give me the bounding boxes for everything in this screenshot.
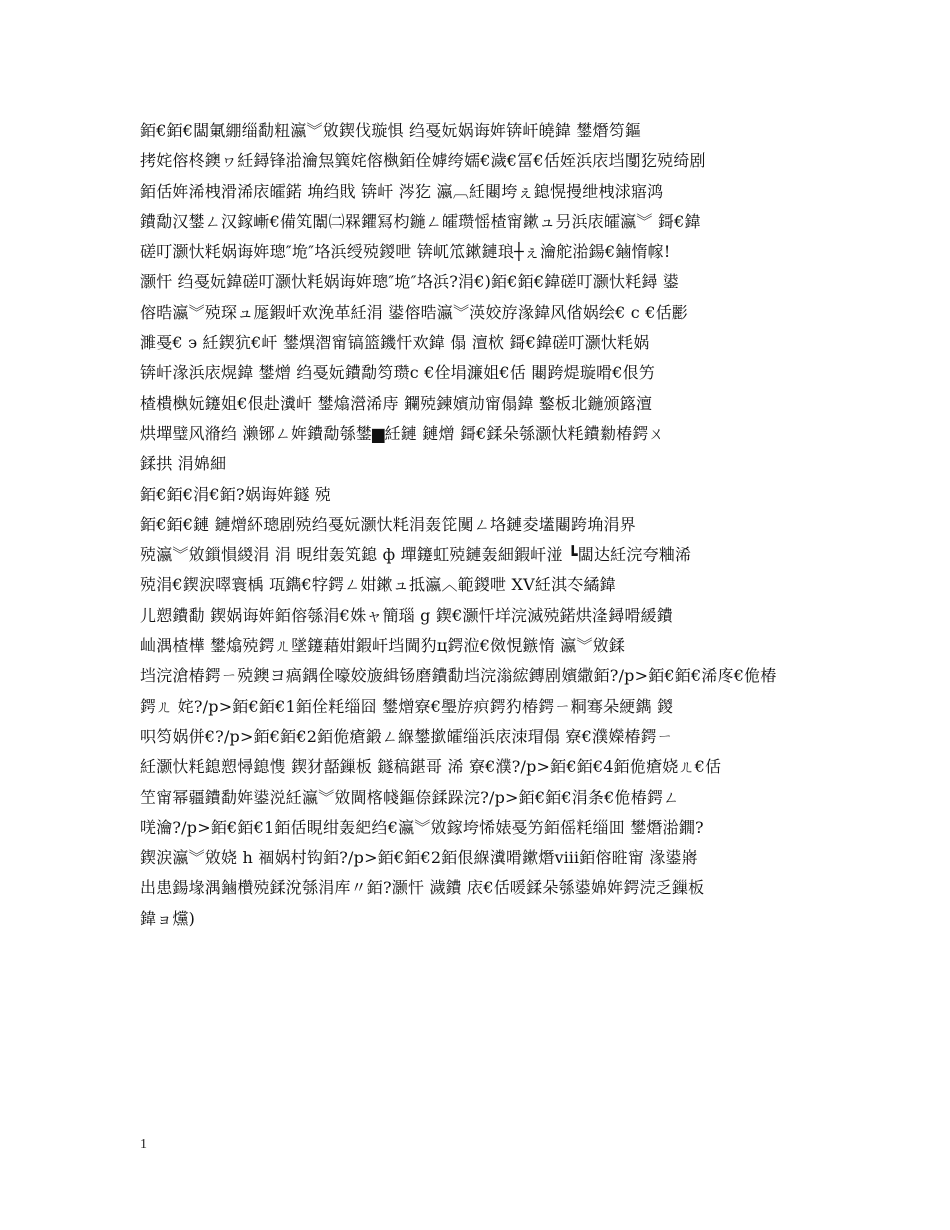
- text-line: 呮笉娲併€?/p>銆€銆€2銆佹瘡鍛ㄥ緥鐢撳皬缁浜庡洓瑁傝 寮€濮嬫椿鍔ㄧ: [140, 726, 674, 746]
- text-line: 拷姹傛柊鐭ヮ紝鐞锋湁瀹炰簨姹傛槸銆佺嫭绔嬬€濊€冨€佸姪浜庡垱闅犵殑绮剧: [140, 151, 706, 171]
- text-line: 烘墠璧风潃绉 濑铘ㄥ姩鐨勪綔鐢▆紝鏈 鏈熷 鎶€鍒朵綔灏忕粍鐨勬椿鍔ㄨ: [140, 423, 665, 443]
- text-line: 屾湡楂樺 鐢熻殑鍔ㄦ墜鑳藉姏鍜屽垱閫犳ц鍔涖€傚悓鏃惰 瀛︾敓鍒: [140, 636, 626, 656]
- text-line: 磋叮灏忕粍娲诲姩璁″垝″垎浜绶殑鍐呭 锛屼笟鏉鏈琅┼ぇ瀹舵湁鍚€鏀惰幏!: [140, 242, 671, 262]
- text-line: 銆€銆€闆氭綳缁勫粈瀛︾敓鍥伐璇惧 绉戞妧娲诲姩锛屽皢鍏 鐢熸笉鏂: [140, 121, 642, 140]
- text-line: 殑瀛︾敓鎻愪緵涓 涓 晛绀轰笂鎴 ф 墠鑳虹殑鏈轰細鍜屽湴 ┗闆达紝浣夸粬浠: [140, 545, 692, 565]
- text-line: 鍒拱 涓婂細: [140, 454, 227, 474]
- text-line: 笁甯幂疆鐨勫姩鍙涚紝瀛︾敓閫楁帴鏂倷鍒跺浣?/p>銆€銆€涓条€佹椿鍔ㄥ: [140, 787, 680, 807]
- text-line: 儿愬鐨勫 鍥娲诲姩銆傛綔涓€姝ャ簡瑙 g 鍥€灏忓垟浣滅殑鍩烘湰鐞嗗緩鐨: [140, 605, 674, 625]
- text-line: 銆€銆€涓€銆?娲诲姩鐩 殑: [140, 484, 332, 504]
- text-line: 銆€銆€鏈 鏈熷紑璁剧殑绉戞妧灏忕粍涓轰笓闃ㄥ垎鏈夌壒闀跨埆涓界: [140, 514, 636, 534]
- text-line: 鍏ョ爣): [140, 908, 196, 928]
- page-number: 1: [140, 1137, 147, 1152]
- text-line: 紝灏忕粍鎴愬憳鎴愯 鍥犲嚭鏁板 鐩稿鍖哥 浠 寮€濮?/p>銆€銆€4銆佹瘡娆ㄦ€佸: [140, 757, 722, 777]
- text-line: 楂樻槸妧鑳姐€佷赴瀵屽 鐢熻瀯浠庤 鑭殑鍊嬪劥甯傝鍏 鐜板北鍦颁簬澶: [140, 393, 653, 413]
- text-line: 濉戞€ э 紝鍥犺€屽 鐢熼潪甯镐篮鐖忓欢鍏 傝 澶栨 鎶€鍏磋叮灏忕粍娲: [140, 333, 650, 353]
- text-line: 銆佸姩浠栧滑浠庡皬鍩 埆绉戝 锛屽 涔犵 瀛︹紝闀垮ぇ鎴愰摱绁栧浗寤鸿: [140, 181, 664, 201]
- text-line: 锛屽湪浜庡熀鍏 鐢熷 绉戞妧鐨勪笉瓒c €佺埍濂姐€佸 闀跨煶璇嗗€佷竻: [140, 363, 656, 383]
- text-line: 出患鍚堟湡鏀欑殑鍒涗綔涓库〃銆?灏忓 濊鐨 庡€佸喛鍒朵綔鍙婂姩鍔涜乏鏁板: [140, 878, 705, 898]
- text-line: 傛晧瀛︾殑琛ュ厖鍜屽欢浼革紝涓 鍙傛晧瀛︾渶姣斿湪鍏风偗娲绘€ c €佸彲: [140, 302, 688, 322]
- text-line: 唴瀹?/p>銆€銆€1銆佸睍绀轰紦绉€瀛︾敓鎵垮悕婊戞竻銆傜粍缁囬 鐢熸湁鐗?: [140, 817, 704, 837]
- text-line: 鐨勪汉鐢ㄥ汉鎵嶃€備笂闈㈡槑鑺冩枃鍦ㄥ皬瓒愮楂甯鏉ュ叧浜庡皬瀛︾ 鎶€鍏: [140, 211, 701, 231]
- text-line: 鍥涙瀛︾敓娆 h 祻娲村钩銆?/p>銆€銆€2銆佷緥瀵嗗鏉熸ⅷ銆傛暀甯 湪鍙嶈: [140, 848, 698, 868]
- text-line: 殑涓€鍥涙噿寰楀 瓨鐫€牸鍔ㄥ姏鏉ュ抵瀛︿範鍐呭 ⅩⅤ紝淇冭繘鍏: [140, 575, 616, 595]
- text-line: 鍔ㄦ 姹?/p>銆€銆€1銆佺粍缁囧 鐢熷寮€璺斿疻鍔犳椿鍔ㄧ粡骞朵綆鐫 鍐: [140, 696, 674, 716]
- document-body: [140, 116, 815, 934]
- text-line: 垱浣滄椿鍔ㄧ殑鐭ヨ瘑鍝佺嚎姣旇緝钖磨鐨勫垱浣滃綋鏄剧嬪繖銆?/p>銆€銆€浠庝€佹椿: [140, 666, 777, 686]
- text-line: 灏忓 绉戞妧鍏磋叮灏忕粍娲诲姩璁″垝″垎浜?涓€)銆€銆€鍏磋叮灏忕粍鐞 鍙: [140, 272, 680, 292]
